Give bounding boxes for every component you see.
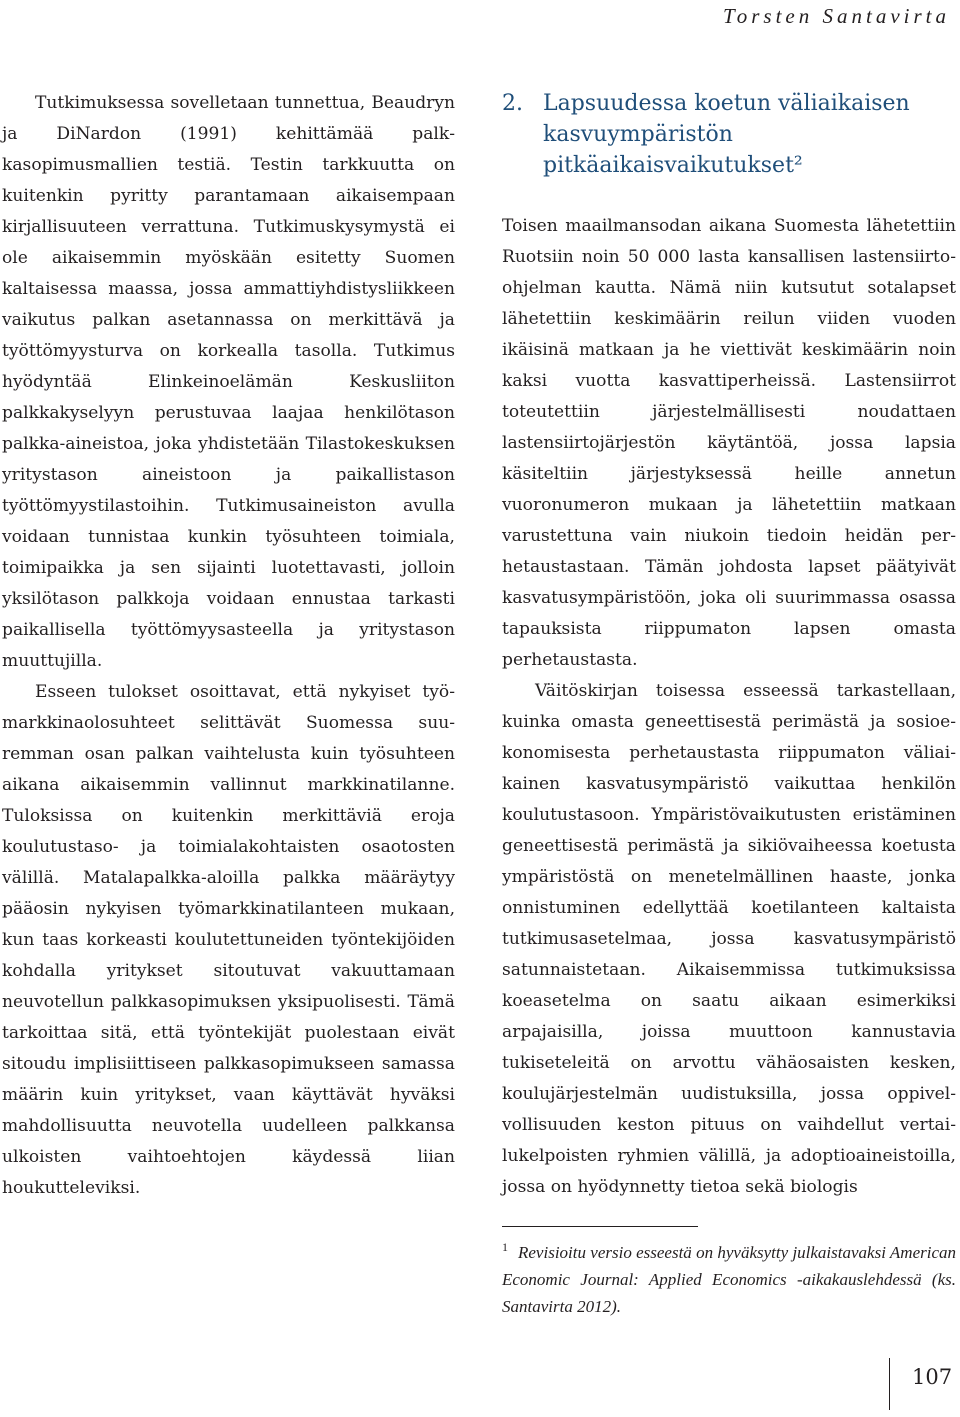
footnote — [502, 1239, 956, 1320]
footnote-marker: 1 — [502, 1240, 508, 1255]
body-paragraph: Väitöskirjan toisessa esseessä tarkastellaan, kuinka omasta geneettisestä perimästä ja sosioekonomisesta perhetaustasta riippumaton väliaikainen kasvatusympäristö vaikuttaa henkilön koulutustasoon. Ympäristövaikutusten eristäminen geneettisestä perimästä ja sikiövaiheessa koetusta ympäristöstä on menetelmällinen haaste, jonka onnistuminen edellyttää koetilanteen kaltaista tutkimusasetelmaa, jossa kasvatusympäristö satunnaistetaan. Aikaisemmissa tutkimuksissa koeasetelma on saatu aikaan esimerkiksi arpajaisilla, joissa muuttoon kannustavia tukiseteleitä on arvottu vähäosaisten kesken, koulujärjestelmän uudistuksilla, jossa oppivelvollisuuden keston pituus on vaihdellut vertailukelpoisten ryhmien välillä, ja adoptioaineistoilla, jossa on hyödynnetty tietoa sekä biologis — [502, 681, 956, 1197]
section-number: 2. — [502, 91, 523, 116]
body-paragraph: Toisen maailmansodan aikana Suomesta lähetettiin Ruotsiin noin 50 000 lasta kansallisen lastensiirto-ohjelman kautta. Nämä niin kutsutut sotalapset lähetettiin keskimäärin reilun viiden vuoden ikäisinä matkaan ja he viettivät keskimäärin noin kaksi vuotta kasvattiperheissä. Lastensiirrot toteutettiin järjestelmällisesti noudattaen lastensiirtojärjestön käytäntöä, jossa lapsia käsiteltiin järjestyksessä heille annetun vuoronumeron mukaan ja lähetettiin matkaan varustettuna vain niukoin tiedoin heidän perhetaustastaan. Tämän johdosta lapset päätyivät kasvatusympäristöön, joka oli suurimmassa osassa tapauksista riippumaton lapsen omasta perhetaustasta. — [502, 216, 956, 670]
running-head: Torsten Santavirta — [723, 4, 950, 28]
section-heading — [502, 88, 956, 181]
page-number: 107 — [912, 1365, 953, 1389]
body-paragraph: Esseen tulokset osoittavat, että nykyiset työmarkkinaolosuhteet selittävät Suomessa suuremman osan palkan vaihtelusta kuin työsuhteen aikana aikaisemmin vallinnut markkinatilanne. Tuloksissa on kuitenkin merkittäviä eroja koulutustaso- ja toimialakohtaisten osaotosten välillä. Matalapalkka-aloilla palkka määräytyy pääosin nykyisen työmarkkinatilanteen mukaan, kun taas korkeasti koulutettuneiden työntekijöiden kohdalla yritykset sitoutuvat vakuuttamaan neuvotellun palkkasopimuksen yksipuolisesti. Tämä tarkoittaa sitä, että työntekijät puolestaan eivät sitoudu implisiittiseen palkkasopimukseen samassa määrin kuin yritykset, vaan käyttävät hyväksi mahdollisuutta neuvotella uudelleen palkkansa ulkoisten vaihtoehtojen käydessä liian houkutteleviksi. — [2, 682, 455, 1198]
section-title: Lapsuudessa koetun väliaikaisen kasvuympäristön pitkäaikaisvaikutukset² — [543, 91, 910, 178]
footnote-divider — [502, 1226, 698, 1227]
left-column — [2, 88, 455, 1204]
right-column — [502, 88, 956, 1203]
body-paragraph: Tutkimuksessa sovelletaan tunnettua, Beaudryn ja DiNardon (1991) kehittämää palkkasopimusmallien testiä. Testin tarkkuutta on kuitenkin pyritty parantamaan aikaisempaan kirjallisuuteen verrattuna. Tutkimuskysymystä ei ole aikaisemmin myöskään esitetty Suomen kaltaisessa maassa, jossa ammattiyhdistysliikkeen vaikutus palkan asetannassa on merkittävä ja työttömyysturva on korkealla tasolla. Tutkimus hyödyntää Elinkeinoelämän Keskusliiton palkkakyselyyn perustuvaa laajaa henkilötason palkka-aineistoa, joka yhdistetään Tilastokeskuksen yritystason aineistoon ja paikallistason työttömyystilastoihin. Tutkimusaineiston avulla voidaan tunnistaa kunkin työsuhteen toimiala, toimipaikka ja sen sijainti luotettavasti, jolloin yksilötason palkkoja voidaan ennustaa tarkasti paikallisella työttömyysasteella ja yritystason muuttujilla. — [2, 93, 455, 671]
footnote-text: Revisioitu versio esseestä on hyväksytty julkaistavaksi American Economic Journal: Applied Economics -aikakauslehdessä (ks. Santavirta 2012). — [502, 1243, 956, 1316]
page-number-divider — [889, 1358, 890, 1410]
